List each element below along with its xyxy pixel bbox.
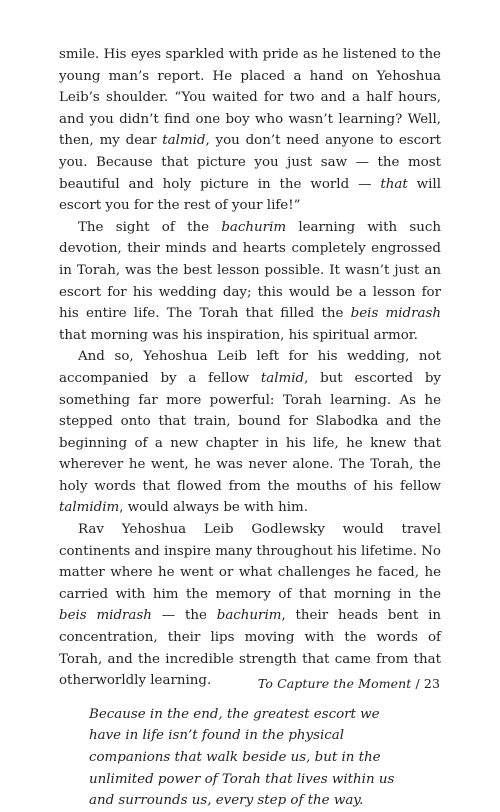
- italic-term: that: [380, 176, 408, 192]
- italic-term: talmidim: [59, 500, 120, 516]
- text-segment: Rav Yehoshua Leib Godlewsky would travel continents and inspire many throughout his lifetime. No matter where he went or what challenges he faced, he carried with him the memory of that morning in the: [59, 522, 441, 602]
- text-segment: , but escorted by something far more powerful: Torah learning. As he stepped onto that train, bound for Slabodka and the beginning of a new chapter in his life, he knew that wherever he went, he was never alone. The Torah, the holy words that flowed from the mouths of his fellow: [59, 370, 441, 494]
- text-segment: , their heads bent in concentration, their lips moving with the words of Torah, and the incredible strength that came from that otherworldly learning.: [59, 608, 442, 689]
- text-segment: The sight of the: [78, 219, 222, 235]
- text-segment: , you don’t need anyone to escort you. Because that picture you just saw — the most beautiful and holy picture in the world —: [59, 133, 441, 192]
- text-segment: , would always be with him.: [119, 500, 308, 516]
- italic-term: beis midrash: [59, 608, 152, 624]
- running-footer: [258, 676, 440, 691]
- page-body: [59, 44, 441, 812]
- footer-separator: /: [411, 676, 424, 691]
- body-text: [59, 44, 441, 692]
- closing-quote: Because in the end, the greatest escort we have in life isn’t found in the physical companions that walk beside us, but in the unlimited power of Torah that lives within us and surrounds us, every step of the way.: [89, 706, 395, 809]
- italic-term: bachurim: [221, 219, 287, 235]
- italic-term: beis midrash: [350, 306, 441, 322]
- text-segment: that morning was his inspiration, his spiritual armor.: [59, 327, 418, 343]
- paragraph-p4: [59, 519, 441, 692]
- text-segment: will escort you for the rest of your life!”: [59, 176, 441, 214]
- italic-term: talmid: [260, 370, 305, 386]
- paragraph-p1: [59, 44, 441, 217]
- paragraph-p3: [59, 346, 441, 519]
- italic-term: talmid: [162, 133, 206, 149]
- book-title: To Capture the Moment: [257, 676, 412, 691]
- page-number: 23: [423, 676, 440, 691]
- text-segment: — the: [151, 608, 217, 624]
- paragraph-p2: [59, 217, 441, 347]
- text-segment: smile. His eyes sparkled with pride as he listened to the young man’s report. He placed a hand on Yehoshua Leib’s shoulder. “You waited for two and a half hours, and you didn’t find one boy who wasn’t learning? Well, then, my dear: [59, 47, 441, 149]
- italic-term: bachurim: [216, 608, 282, 624]
- text-segment: And so, Yehoshua Leib left for his wedding, not accompanied by a fellow: [59, 349, 441, 386]
- text-segment: learning with such devotion, their minds and hearts completely engrossed in Torah, was the best lesson possible. It wasn’t just an escort for his wedding day; this would be a lesson for his entire life. The Torah that filled the: [59, 219, 442, 322]
